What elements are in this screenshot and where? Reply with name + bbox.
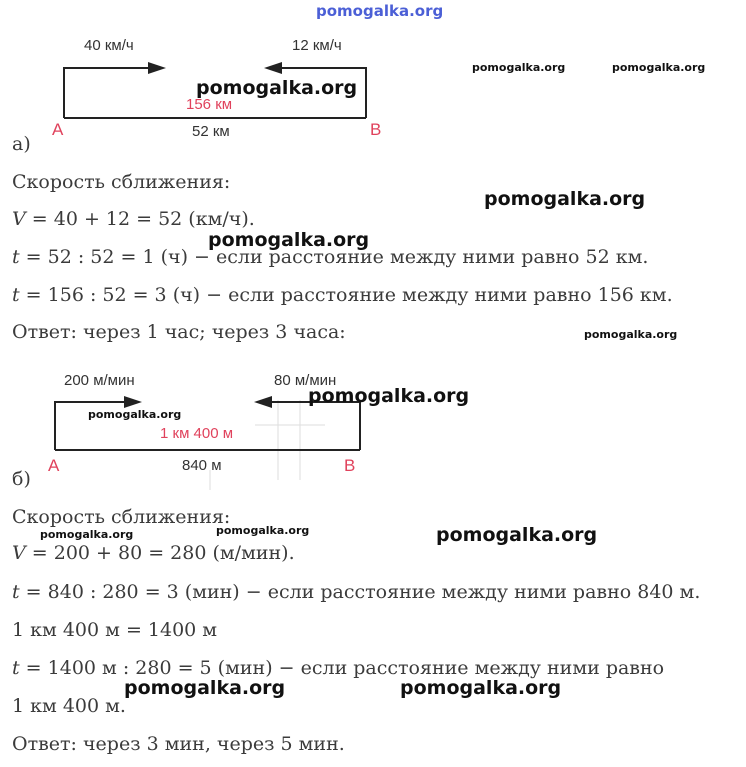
watermark-11: pomogalka.org	[436, 524, 598, 546]
diagram-b-arrow-left	[254, 396, 272, 408]
watermark-9: pomogalka.org	[40, 528, 134, 541]
diagram-b-point-b: B	[344, 456, 356, 475]
watermark-12: pomogalka.org	[124, 677, 286, 699]
part-a-line-3: t = 52 : 52 = 1 (ч) − если расстояние между ними равно 52 км.	[12, 246, 649, 268]
part-b-line-5: t = 1400 м : 280 = 5 (мин) − если расстояние между ними равно	[12, 657, 665, 679]
diagram-a-speed-right: 12 км/ч	[292, 37, 342, 54]
watermark-1: pomogalka.org	[196, 77, 358, 99]
diagram-b-point-a: A	[48, 456, 60, 475]
watermark-8: pomogalka.org	[88, 408, 182, 421]
diagram-b-speed-left: 200 м/мин	[64, 372, 135, 389]
part-b-line-2: V = 200 + 80 = 280 (м/мин).	[12, 542, 295, 564]
diagram-b-speed-right: 80 м/мин	[274, 372, 337, 389]
part-b-line-4: 1 км 400 м = 1400 м	[12, 619, 218, 641]
part-a-line-1: Скорость сближения:	[12, 171, 231, 193]
watermark-13: pomogalka.org	[400, 677, 562, 699]
diagram-b-distance: 840 м	[182, 457, 222, 474]
part-a-line-4: t = 156 : 52 = 3 (ч) − если расстояние между ними равно 156 км.	[12, 284, 673, 306]
diagram-a-distance: 52 км	[192, 123, 230, 140]
diagram-b-distance-red: 1 км 400 м	[160, 425, 234, 442]
watermark-5: pomogalka.org	[208, 229, 370, 251]
watermark-4: pomogalka.org	[484, 188, 646, 210]
part-b-line-6: 1 км 400 м.	[12, 695, 126, 717]
diagram-b-right-bracket	[270, 402, 360, 450]
part-b-answer: Ответ: через 3 мин, через 5 мин.	[12, 733, 345, 755]
part-b-line-3: t = 840 : 280 = 3 (мин) − если расстояние между ними равно 840 м.	[12, 581, 701, 603]
diagram-a-point-b: B	[370, 120, 382, 139]
watermark-6: pomogalka.org	[584, 328, 678, 341]
part-a-label: а)	[12, 133, 31, 155]
watermark-7: pomogalka.org	[308, 385, 470, 407]
diagram-b-grid	[210, 400, 325, 490]
watermark-3: pomogalka.org	[612, 61, 706, 74]
diagram-a-distance-red: 156 км	[186, 96, 233, 113]
part-b-line-1: Скорость сближения:	[12, 506, 231, 528]
diagram-a-point-a: A	[52, 120, 64, 139]
diagram-a-speed-left: 40 км/ч	[84, 37, 134, 54]
watermark-10: pomogalka.org	[216, 524, 310, 537]
part-b-label: б)	[12, 468, 31, 490]
diagram-b-arrow-right	[124, 396, 142, 408]
part-a-line-2: V = 40 + 12 = 52 (км/ч).	[12, 208, 255, 230]
part-a-answer: Ответ: через 1 час; через 3 часа:	[12, 321, 346, 343]
watermark-top: pomogalka.org	[316, 2, 444, 20]
watermark-2: pomogalka.org	[472, 61, 566, 74]
